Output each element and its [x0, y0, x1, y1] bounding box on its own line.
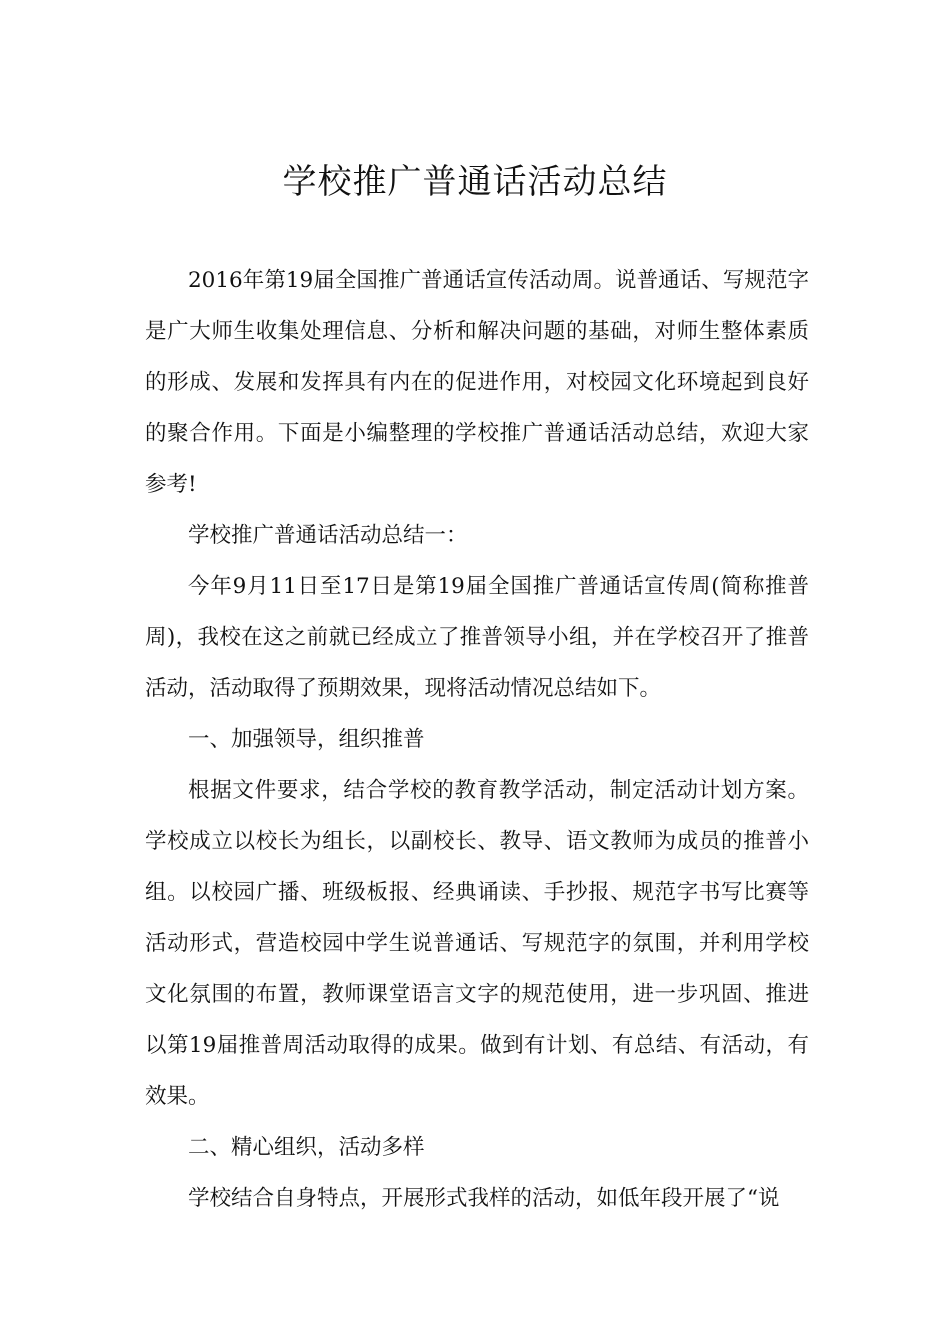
activities-paragraph: 学校结合自身特点，开展形式我样的活动，如低年段开展了“说	[188, 1186, 780, 1211]
summary-paragraph: 今年9月11日至17日是第19届全国推广普通话宣传周(简称推普周)，我校在这之前就已经成立了推普领导小组，并在学校召开了推普活动，活动取得了预期效果，现将活动情况总结如下。	[145, 574, 809, 701]
intro-paragraph: 2016年第19届全国推广普通话宣传活动周。说普通话、写规范字是广大师生收集处理信息、分析和解决问题的基础，对师生整体素质的形成、发展和发挥具有内在的促进作用，对校园文化环境起到良好的聚合作用。下面是小编整理的学校推广普通话活动总结，欢迎大家参考!	[145, 268, 809, 497]
section-heading-activities: 二、精心组织，活动多样	[188, 1135, 425, 1160]
section-heading-summary-one: 学校推广普通话活动总结一：	[188, 523, 468, 548]
document-body	[145, 255, 809, 1224]
section-heading-leadership: 一、加强领导，组织推普	[188, 727, 425, 752]
document-title: 学校推广普通话活动总结	[282, 162, 668, 202]
leadership-paragraph: 根据文件要求，结合学校的教育教学活动，制定活动计划方案。学校成立以校长为组长，以副校长、教导、语文教师为成员的推普小组。以校园广播、班级板报、经典诵读、手抄报、规范字书写比赛等活动形式，营造校园中学生说普通话、写规范字的氛围，并利用学校文化氛围的布置，教师课堂语言文字的规范使用，进一步巩固、推进以第19届推普周活动取得的成果。做到有计划、有总结、有活动，有效果。	[145, 778, 809, 1109]
